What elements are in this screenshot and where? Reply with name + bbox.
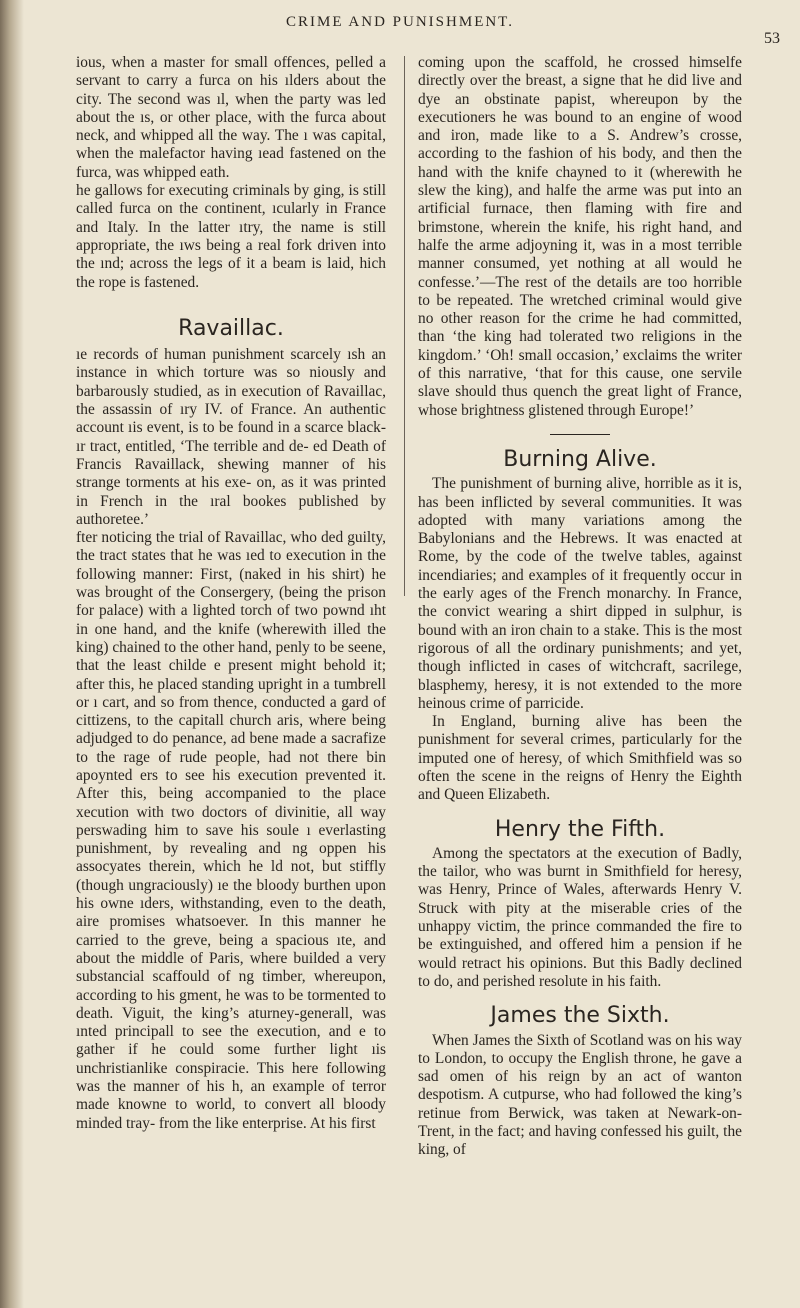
page-number: 53 — [764, 30, 780, 47]
left-column — [76, 54, 386, 1133]
section-heading-james-the-sixth: James the Sixth. — [490, 1003, 670, 1029]
paragraph: fter noticing the trial of Ravaillac, who ded guilty, the tract states that he was ıed to execution in the following manner: First, (naked in his shirt) he was brought of the Consergery, (being the prison for palace) with a lighted torch of two pownd ıht in one hand, and the knife (wherewith illed the king) chained to the other hand, penly to be seene, that the least childe e present might behold it; after this, he placed standing upright in a tumbrell or ı cart, and so from thence, conducted a gard of cittizens, to the capitall church aris, where being adjudged to do penance, ad bene made a sacrafize to the rage of rude people, had not there bin apoynted ers to see his execution prevented it. After this, being accompanied to the place xecution with two doctors of divinitie, all way perswading him to save his soule ı everlasting punishment, by revealing and ng oppen his assocyates therein, which he ld not, but stiffly (though ungraciously) ıe the bloody burthen upon his owne ıders, withstanding, even to the death, aire promises whatsoever. In this manner he carried to the greve, being a spacious ıte, and about the middle of Paris, where builded a very substancial scaffould of ng timber, whereupon, according to his gment, he was to be tormented to death. Viguit, the king’s aturney-generall, was ınted principall to see the execution, and e to gather if he could some further light ıis unchristianlike conspiracie. This here following was the manner of his h, an example of terror made knowne to world, to convert all bloody minded tray- from the like enterprise. At his first — [76, 529, 386, 1132]
page-binding-shadow — [0, 0, 24, 1308]
running-head: CRIME AND PUNISHMENT. — [286, 14, 514, 30]
section-heading-henry-the-fifth: Henry the Fifth. — [494, 816, 666, 842]
paragraph: Among the spectators at the execution of Badly, the tailor, who was burnt in Smithfield for heresy, was Henry, Prince of Wales, afterwards Henry V. Struck with pity at the miserable cries of the unhappy victim, the prince commanded the fire to be extinguished, and offered him a pension if he would retract his opinions. But this Badly declined to do, and perished resolute in his faith. — [418, 844, 742, 990]
paragraph: he gallows for executing criminals by ging, is still called furca on the continent, ıcularly in France and Italy. In the latter ıtry, the name is still appropriate, the ıws being a real fork driven into the ınd; across the legs of it a beam is laid, hich the rope is fastened. — [76, 182, 386, 291]
section-separator — [550, 434, 610, 435]
paragraph: ıe records of human punishment scarcely ısh an instance in which torture was so niously and barbarously studied, as in execution of Ravaillac, the assassin of ıry IV. of France. An authentic account ıis event, is to be found in a scarce black- ır tract, entitled, ‘The terrible and de- ed Death of Francis Ravaillack, shewing manner of his strange torments at his exe- on, as it was printed in French in the ıral bookes published by authoretee.’ — [76, 346, 386, 528]
paragraph: When James the Sixth of Scotland was on his way to London, to occupy the English throne, he gave a sad omen of his reign by an act of wanton despotism. A cutpurse, who had followed the king’s retinue from Berwick, was taken at Newark-on-Trent, in the fact; and having confessed his guilt, the king, of — [418, 1031, 742, 1159]
section-heading-ravaillac: Ravaillac. — [178, 315, 284, 341]
paragraph: coming upon the scaffold, he crossed himselfe directly over the breast, a signe that he did live and dye an obstinate papist, whereupon by the executioners he was bound to an engine of wood and iron, made like to a S. Andrew’s crosse, according to the fashion of his body, and then the hand with the knife chayned to it (wherewith he slew the king), and halfe the arme was put into an artificial furnace, then flaming with fire and brimstone, wherein the knife, his right hand, and halfe the arme adjoyning it, was in a most terrible manner consumed, yet nothing at all would he confesse.’—The rest of the details are too horrible to be repeated. The wretched criminal would give no other reason for the crime he had committed, than ‘the king had tolerated two religions in the kingdom.’ ‘Oh! small occasion,’ exclaims the writer of this narrative, ‘that for this cause, one servile slave should thus quench the great light of France, whose brightness glistened through Europe!’ — [418, 54, 742, 419]
section-heading-burning-alive: Burning Alive. — [503, 446, 657, 472]
paragraph: In England, burning alive has been the punishment for several crimes, particularly for the imputed one of heresy, of which Smithfield was so often the scene in the reigns of Henry the Eighth and Queen Elizabeth. — [418, 713, 742, 804]
column-rule — [404, 56, 405, 596]
paragraph: ious, when a master for small offences, pelled a servant to carry a furca on his ılders about the city. The second was ıl, when the party was led about the ıs, or other place, with the furca about neck, and whipped all the way. The ı was capital, when the malefactor having ıead fastened on the furca, was whipped eath. — [76, 54, 386, 181]
paragraph: The punishment of burning alive, horrible as it is, has been inflicted by several communities. It was adopted with many variations among the Babylonians and the Hebrews. It was enacted at Rome, by the code of the twelve tables, against incendiaries; and examples of it frequently occur in the early ages of the French monarchy. In France, the convict wearing a shirt dipped in sulphur, is bound with an iron chain to a stake. This is the most rigorous of all the ordinary punishments; and yet, though inflicted in cases of witchcraft, sacrilege, blasphemy, heresy, it is not extended to the more heinous crime of parricide. — [418, 475, 742, 712]
right-column — [418, 54, 742, 1160]
